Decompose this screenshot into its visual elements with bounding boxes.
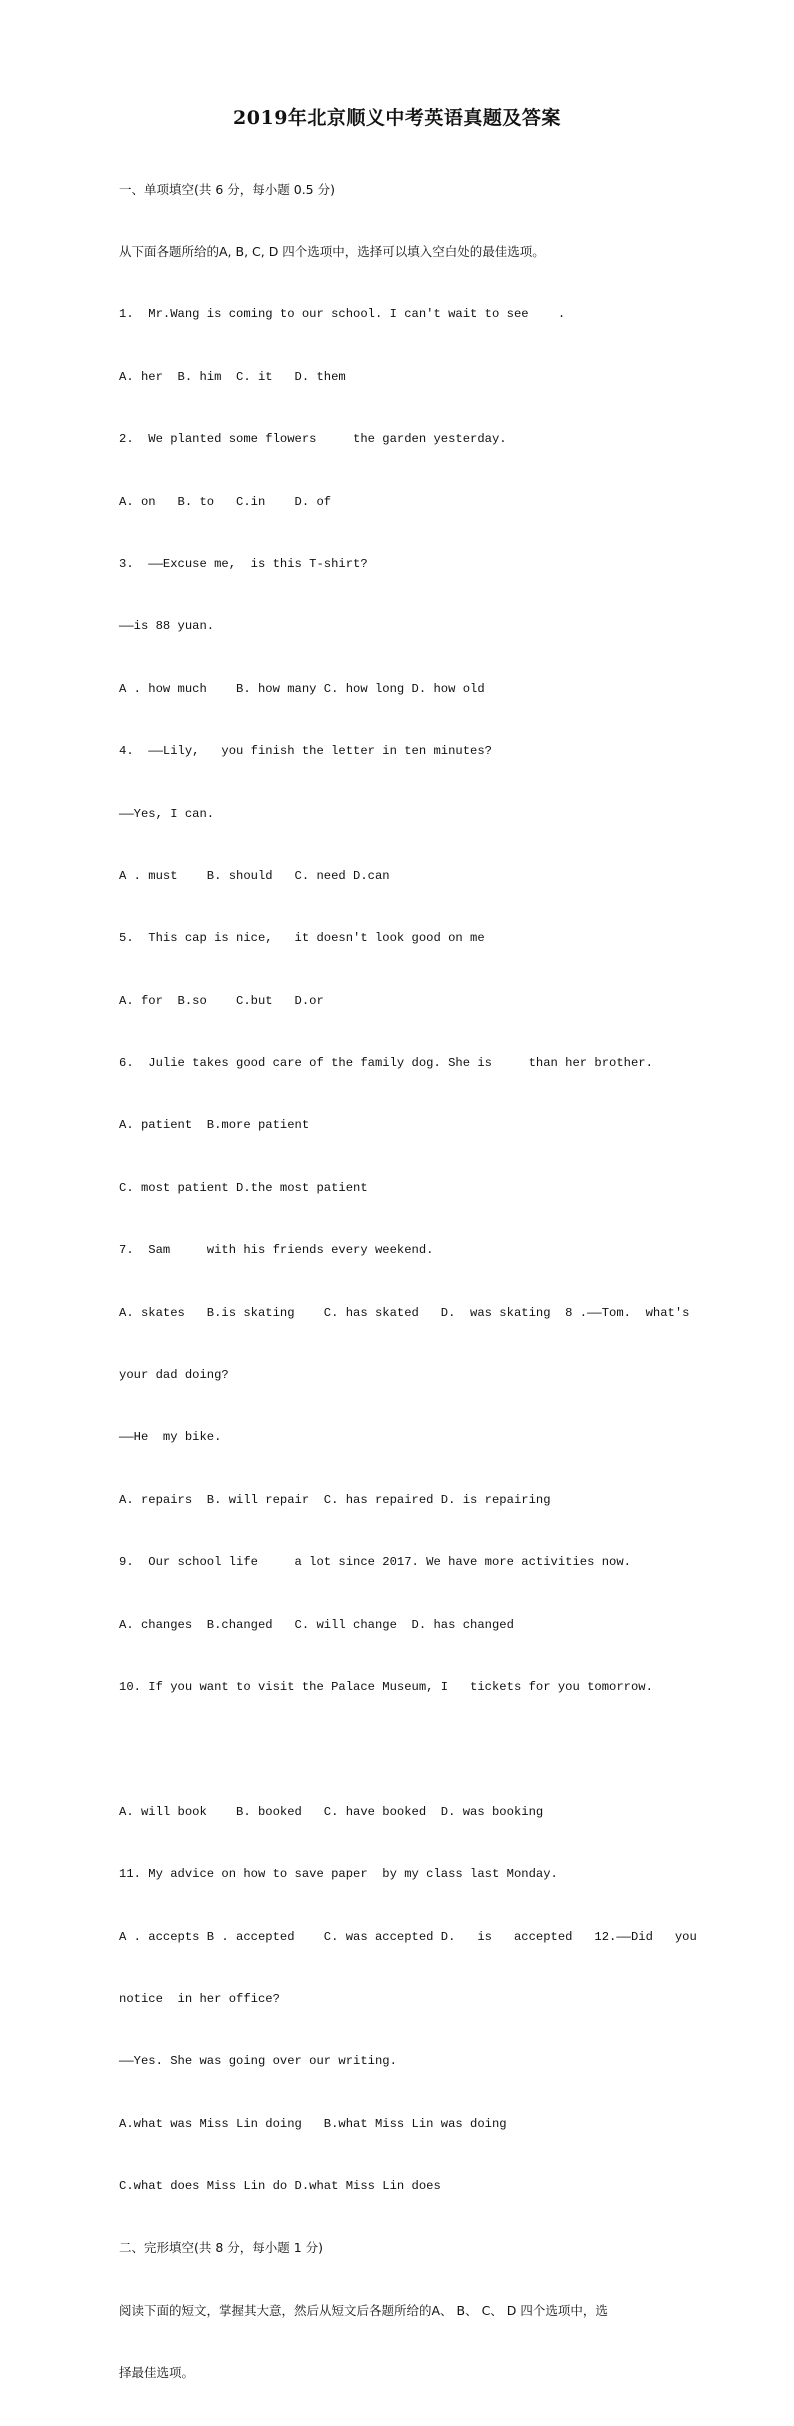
question-12-options-b: C.what does Miss Lin do D.what Miss Lin does	[119, 2179, 441, 2194]
question-12-continued: notice in her office?	[119, 1991, 280, 2006]
question-9-options: A. changes B.changed C. will change D. has changed	[119, 1617, 514, 1632]
question-3-options: A . how much B. how many C. how long D. how old	[119, 681, 485, 696]
question-11-options: A . accepts B . accepted C. was accepted D. is accepted 12.——Did you	[119, 1929, 697, 1944]
question-3: 3. ——Excuse me, is this T-shirt?	[119, 556, 368, 571]
question-4-options: A . must B. should C. need D.can	[119, 868, 390, 883]
question-9: 9. Our school life a lot since 2017. We have more activities now.	[119, 1555, 631, 1570]
question-12-reply: ——Yes. She was going over our writing.	[119, 2054, 397, 2069]
question-7-options: A. skates B.is skating C. has skated D. was skating 8 .——Tom. what's	[119, 1305, 690, 1320]
question-8-options: A. repairs B. will repair C. has repaired D. is repairing	[119, 1492, 551, 1507]
cloze-instructions-line-1: 阅读下面的短文，掌握其大意，然后从短文后各题所给的A、 B、 C、 D 四个选项中，选	[119, 2302, 608, 2318]
blank-line	[119, 1739, 679, 1760]
document-body	[119, 138, 697, 2426]
question-6-options-a: A. patient B.more patient	[119, 1118, 310, 1133]
question-8-reply: ——He my bike.	[119, 1430, 222, 1445]
question-4: 4. ——Lily, you finish the letter in ten minutes?	[119, 744, 492, 759]
section-heading-single-choice: 一、单项填空(共 6 分，每小题 0.5 分)	[119, 181, 335, 197]
question-10: 10. If you want to visit the Palace Museum, I tickets for you tomorrow.	[119, 1679, 653, 1694]
question-8-continued: your dad doing?	[119, 1368, 229, 1383]
question-6-options-b: C. most patient D.the most patient	[119, 1180, 368, 1195]
question-1-options: A. her B. him C. it D. them	[119, 369, 346, 384]
question-5: 5. This cap is nice, it doesn't look good on me	[119, 931, 485, 946]
cloze-instructions-line-2: 择最佳选项。	[119, 2365, 195, 2381]
section-heading-cloze: 二、完形填空(共 8 分，每小题 1 分)	[119, 2240, 324, 2256]
question-4-reply: ——Yes, I can.	[119, 806, 215, 821]
question-12-options-a: A.what was Miss Lin doing B.what Miss Lin was doing	[119, 2116, 507, 2131]
question-7: 7. Sam with his friends every weekend.	[119, 1243, 434, 1258]
question-10-options: A. will book B. booked C. have booked D. was booking	[119, 1804, 544, 1819]
section-instructions: 从下面各题所给的A, B, C, D 四个选项中，选择可以填入空白处的最佳选项。	[119, 243, 545, 259]
question-3-reply: ——is 88 yuan.	[119, 619, 215, 634]
question-6: 6. Julie takes good care of the family dog. She is than her brother.	[119, 1056, 653, 1071]
question-1: 1. Mr.Wang is coming to our school. I can't wait to see .	[119, 307, 566, 322]
question-2-options: A. on B. to C.in D. of	[119, 494, 332, 509]
page-title: 2019年北京顺义中考英语真题及答案	[233, 107, 561, 129]
question-5-options: A. for B.so C.but D.or	[119, 993, 324, 1008]
question-2: 2. We planted some flowers the garden yesterday.	[119, 432, 507, 447]
question-11: 11. My advice on how to save paper by my class last Monday.	[119, 1867, 558, 1882]
